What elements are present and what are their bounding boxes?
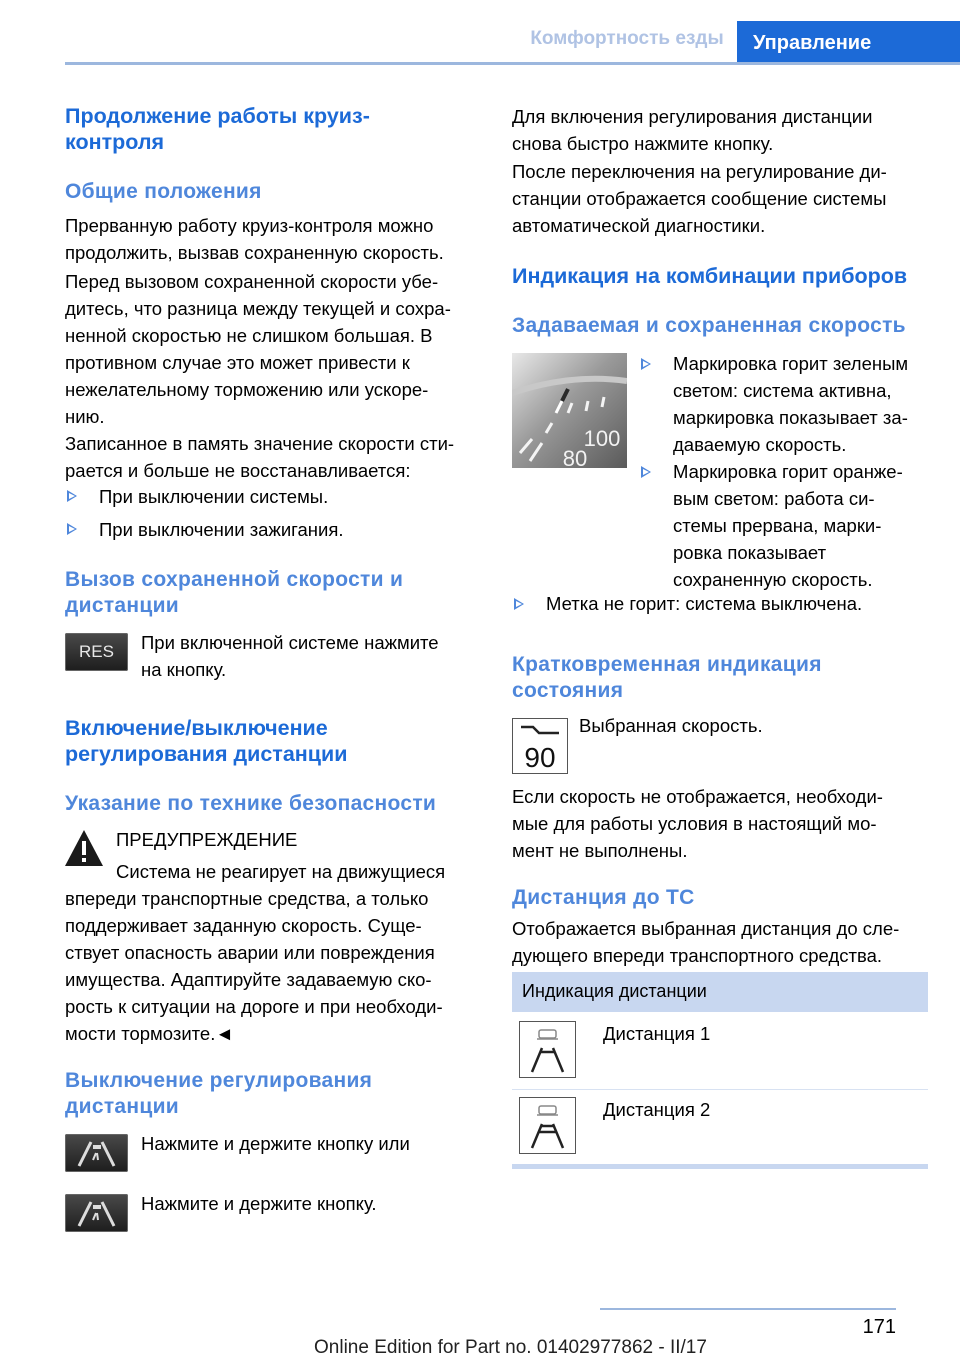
- heading-recall: Вызов сохраненной скорости и дистанции: [65, 568, 404, 617]
- heading-distance: Дистанция до ТС: [512, 886, 695, 909]
- distance-button-icon: [65, 1134, 128, 1172]
- distance-table-header: [512, 972, 928, 1012]
- paragraph-switch: После переключения на регулирование ди- станции отображается сообщение системы автоматической диагностики.: [512, 161, 887, 236]
- car-distance-icon: [520, 1098, 575, 1153]
- heading-switch-off: Выключение регулирования дистанции: [65, 1069, 373, 1118]
- bullet-triangle-icon: [67, 490, 77, 502]
- gauge-label-80: 80: [562, 446, 588, 468]
- distance-button-icon-2: [65, 1194, 128, 1232]
- res-instruction: При включенной системе нажмите на кнопку.: [141, 632, 439, 680]
- bullet-orange: Маркировка горит оранже- вым светом: работа си- стемы прервана, марки- ровка показывает сохраненную скорость.: [673, 461, 903, 590]
- heading-continue: [65, 103, 370, 155]
- warning-title: ПРЕДУПРЕЖДЕНИЕ: [116, 829, 298, 850]
- heading-short-status: Кратковременная индикация состояния: [512, 653, 822, 702]
- paragraph-3: Записанное в память значение скорости сти- рается и больше не восстанавливается:: [65, 433, 455, 481]
- heading-indication: Индикация на комбинации приборов: [512, 264, 908, 288]
- distance-road-icon: [65, 1194, 128, 1232]
- edition-note: Online Edition for Part no. 01402977862 - II/17: [314, 1337, 707, 1358]
- table-bottom-rule: [512, 1164, 928, 1169]
- paragraph-reactivate: Для включения регулирования дистанции снова быстро нажмите кнопку.: [512, 106, 873, 154]
- warning-body: впереди транспортные средства, а только поддерживает заданную скорость. Суще- ствует опасность аварии или повреждения имущества. Адаптируйте задаваемую ско- рость к ситуации на дороге и при необходи- мости тормозите.◄: [65, 888, 443, 1044]
- res-button-icon: RES: [65, 633, 128, 671]
- distance-1-label: Дистанция 1: [603, 1023, 711, 1044]
- bullet-triangle-icon: [641, 466, 651, 478]
- off-instruction-2: Нажмите и держите кнопку.: [141, 1193, 377, 1214]
- speed-marker-icon: [513, 719, 567, 773]
- paragraph-distance: Отображается выбранная дистанция до сле- дующего впереди транспортного средства.: [512, 918, 900, 966]
- bullet-triangle-icon: [641, 358, 651, 370]
- warning-line-1: Система не реагирует на движущиеся: [116, 861, 446, 882]
- speed-value: 90: [524, 742, 556, 773]
- distance-1-icon: [519, 1021, 576, 1078]
- footer-rule: [600, 1308, 896, 1310]
- heading-general: Общие положения: [65, 180, 262, 203]
- bullet-green: Маркировка горит зеленым светом: система активна, маркировка показывает за- даваемую скорость.: [673, 353, 909, 455]
- heading-line: Продолжение работы круиз-: [65, 104, 370, 128]
- heading-safety: Указание по технике безопасности: [65, 792, 437, 815]
- paragraph-2: Перед вызовом сохраненной скорости убе- дитесь, что разница между текущей и сохра- ненной скоростью не слишком большая. В противном случае это может привести к нежелательному торможению или ускоре- нию.: [65, 271, 451, 427]
- car-distance-icon: [520, 1022, 575, 1077]
- speed-display-icon: [512, 718, 568, 774]
- speed-caption: Выбранная скорость.: [579, 715, 763, 736]
- gauge-label-100: 100: [583, 426, 621, 451]
- page-number: 171: [862, 1316, 896, 1338]
- bullet-off: Метка не горит: система выключена.: [546, 593, 863, 614]
- heading-line: контроля: [65, 130, 165, 154]
- paragraph-no-speed: Если скорость не отображается, необходи- мые для работы условия в настоящий мо- мент не выполнены.: [512, 786, 883, 861]
- heading-onoff: Включение/выключение регулирования дистанции: [65, 716, 348, 766]
- heading-set-speed: Задаваемая и сохраненная скорость: [512, 314, 906, 337]
- paragraph-1: Прерванную работу круиз-контроля можно продолжить, вызвав сохраненную скорость.: [65, 215, 444, 263]
- bullet-triangle-icon: [514, 598, 524, 610]
- header-rule: [65, 62, 960, 65]
- distance-2-label: Дистанция 2: [603, 1099, 711, 1120]
- header-section: Комфортность езды: [530, 28, 724, 49]
- warning-icon: [63, 828, 105, 868]
- bullet-triangle-icon: [67, 523, 77, 535]
- bullet-ignition-off: При выключении зажигания.: [99, 519, 344, 540]
- off-instruction-1: Нажмите и держите кнопку или: [141, 1133, 410, 1154]
- distance-road-icon: [65, 1134, 128, 1172]
- table-row-divider: [512, 1089, 928, 1090]
- bullet-system-off: При выключении системы.: [99, 486, 329, 507]
- header-chapter-tab: Управление: [737, 21, 960, 63]
- speedometer-image: [512, 353, 627, 468]
- table-header-label: Индикация дистанции: [522, 981, 707, 1001]
- distance-2-icon: [519, 1097, 576, 1154]
